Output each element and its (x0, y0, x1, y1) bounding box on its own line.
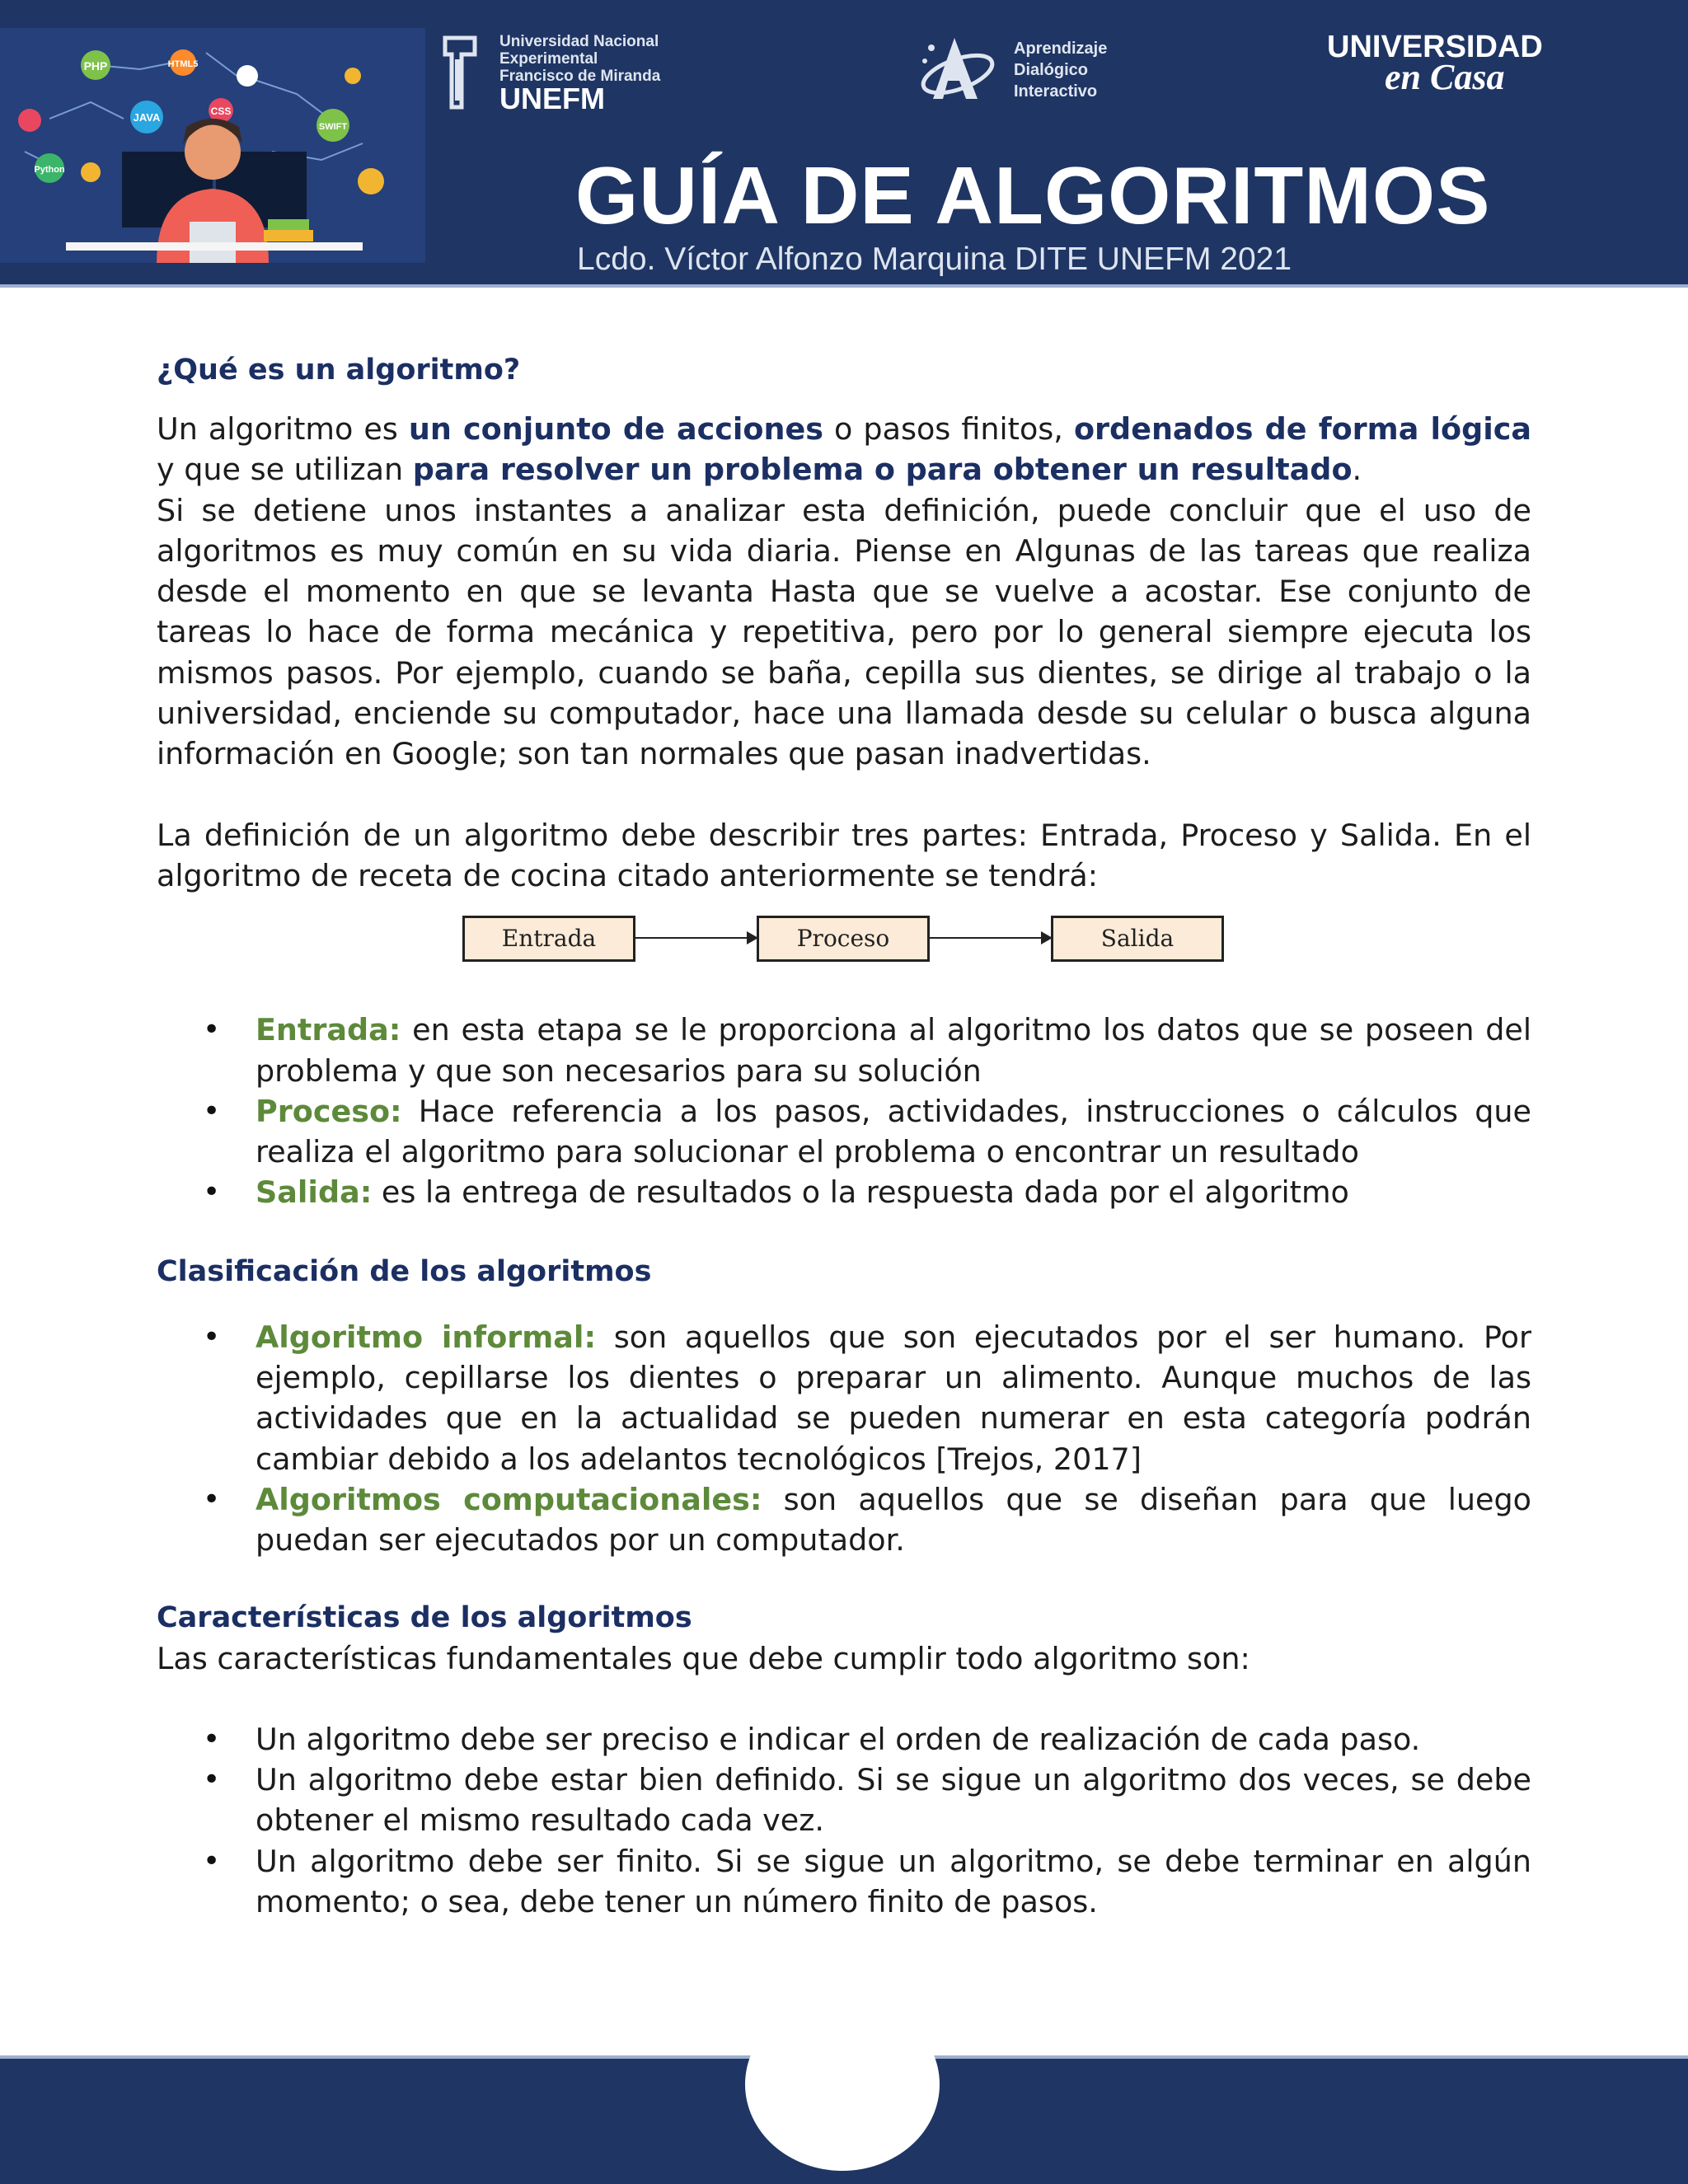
document-body (157, 330, 1531, 1922)
flow-arrow (635, 937, 757, 939)
highlight-conjunto: un conjunto de acciones (408, 411, 823, 447)
illus-label: JAVA (133, 111, 161, 124)
section-heading-clasificacion: Clasificación de los algoritmos (157, 1254, 652, 1288)
definition-paragraph: Un algoritmo es un conjunto de acciones o pasos finitos, ordenados de forma lógica y que se utilizan para resolver un problema o para obtener un resultado. (157, 411, 1532, 488)
entrada-proceso-salida-diagram (157, 906, 1531, 996)
list-item: • Algoritmo informal: son aquellos que son ejecutados por el ser humano. Por ejemplo, cepillarse los dientes o preparar un alimento. Aunque muchos de las actividades que en la actualidad se pueden numerar en esta categoría podrán cambiar debido a los adelantos tecnológicos [Trejos, 2017] (157, 1317, 1531, 1479)
unefm-name-text: Universidad Nacional Experimental Francisco de Miranda (499, 33, 661, 85)
footer-page-circle (745, 1998, 940, 2171)
flow-box-proceso: Proceso (757, 916, 930, 962)
characteristics-list (157, 1719, 1531, 1922)
adi-name-text: Aprendizaje Dialógico Interactivo (1014, 40, 1108, 101)
characteristics-intro: Las características fundamentales que debe cumplir todo algoritmo son: (157, 1640, 1250, 1676)
unefm-acronym: UNEFM (499, 82, 605, 115)
section-heading-caracteristicas: Características de los algoritmos (157, 1601, 692, 1634)
universidad-en-casa-logo (1325, 30, 1543, 104)
classification-list (157, 1317, 1531, 1561)
unefm-emblem-icon (442, 35, 478, 110)
flow-arrow (929, 937, 1051, 939)
flow-box-entrada: Entrada (462, 916, 635, 962)
document-title: GUÍA DE ALGORITMOS (575, 150, 1491, 241)
list-item: • Algoritmos computacionales: son aquellos que se diseñan para que luego puedan ser ejecutados por un computador. (157, 1479, 1531, 1561)
illus-label: Python (34, 165, 65, 175)
illus-label: HTML5 (167, 59, 199, 69)
highlight-resolver: para resolver un problema o para obtener un resultado (412, 452, 1353, 488)
list-item: • Un algoritmo debe ser finito. Si se sigue un algoritmo, se debe terminar en algún momento; o sea, debe tener un número finito de pasos. (157, 1841, 1531, 1923)
list-item: • Un algoritmo debe ser preciso e indicar el orden de realización de cada paso. (157, 1719, 1531, 1760)
list-item: • Un algoritmo debe estar bien definido. Si se sigue un algoritmo dos veces, se debe obtener el mismo resultado cada vez. (157, 1760, 1531, 1841)
list-item: • Salida: es la entrega de resultados o la respuesta dada por el algoritmo (157, 1172, 1531, 1212)
document-author: Lcdo. Víctor Alfonzo Marquina DITE UNEFM 2021 (577, 241, 1292, 277)
illus-label: PHP (83, 59, 108, 73)
illus-label: CSS (210, 105, 232, 117)
unefm-logo (442, 31, 714, 117)
atom-orbit-icon (917, 30, 999, 112)
explanation-paragraph: Si se detiene unos instantes a analizar esta definición, puede concluir que el uso de algoritmos es muy común en su vida diaria. Piense en Algunas de las tareas que realiza desde el momento en que se levanta Hasta que se vuelve a acostar. Ese conjunto de tareas lo hace de forma mecánica y repetitiva, pero por lo general siempre ejecuta los mismos pasos. Por ejemplo, cuando se baña, cepilla sus dientes, se dirige al trabajo o la universidad, enciende su computador, hace una llamada desde su celular o busca alguna información en Google; son tan normales que pasan inadvertidas. (157, 492, 1531, 772)
list-item: • Proceso: Hace referencia a los pasos, actividades, instrucciones o cálculos que realiza el algoritmo para solucionar el problema o encontrar un resultado (157, 1091, 1531, 1173)
section-heading-que-es: ¿Qué es un algoritmo? (157, 354, 521, 387)
page-header (0, 0, 1688, 284)
header-divider (0, 284, 1688, 288)
programmer-illustration (0, 28, 425, 263)
list-item: • Entrada: en esta etapa se le proporciona al algoritmo los datos que se poseen del problema y que son necesarios para su solución (157, 1010, 1531, 1091)
parts-paragraph: La definición de un algoritmo debe describir tres partes: Entrada, Proceso y Salida. En el algoritmo de receta de cocina citado anteriormente se tendrá: (157, 817, 1531, 893)
aprendizaje-dialogico-logo (917, 30, 1131, 115)
parts-list (157, 1010, 1531, 1212)
uec-line1: UNIVERSIDAD (1327, 30, 1543, 64)
uec-line2: en Casa (1385, 57, 1505, 97)
flow-box-salida: Salida (1051, 916, 1224, 962)
highlight-ordenados: ordenados de forma lógica (1073, 411, 1532, 447)
illus-label: SWIFT (318, 122, 348, 132)
